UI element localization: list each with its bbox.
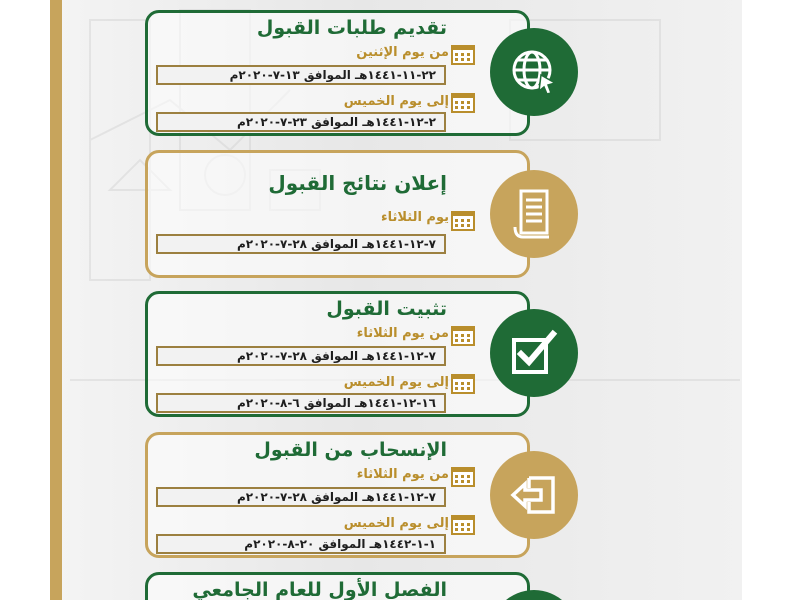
calendar-icon [451,324,475,346]
to-label: إلى يوم الخميس [343,94,449,109]
to-date: ١٦-١٢-١٤٤١هـ الموافق ٦-٨-٢٠٢٠م [156,393,446,413]
step-card-confirm-admission [145,291,530,417]
step-icon-circle [490,28,578,116]
document-icon [509,187,559,241]
to-date: ٢-١٢-١٤٤١هـ الموافق ٢٣-٧-٢٠٢٠م [156,112,446,132]
calendar-icon [451,372,475,394]
step-icon-circle [490,451,578,539]
to-date: ١-١-١٤٤٢هـ الموافق ٢٠-٨-٢٠٢٠م [156,534,446,554]
from-label: من يوم الثلاثاء [356,326,449,341]
calendar-icon [451,209,475,231]
calendar-icon [451,43,475,65]
announcement-date: ٧-١٢-١٤٤١هـ الموافق ٢٨-٧-٢٠٢٠م [156,234,446,254]
from-date: ٧-١٢-١٤٤١هـ الموافق ٢٨-٧-٢٠٢٠م [156,487,446,507]
globe-cursor-icon [507,45,561,99]
calendar-icon [451,91,475,113]
calendar-icon [451,513,475,535]
step-card-withdrawal [145,432,530,558]
day-label: يوم الثلاثاء [380,210,449,225]
to-label: إلى يوم الخميس [343,516,449,531]
exit-arrow-icon [507,470,561,520]
step-title: الإنسحاب من القبول [254,439,447,461]
checkbox-icon [509,328,559,378]
from-date: ٢٢-١١-١٤٤١هـ الموافق ١٣-٧-٢٠٢٠م [156,65,446,85]
gold-side-bar [50,0,62,600]
from-date: ٧-١٢-١٤٤١هـ الموافق ٢٨-٧-٢٠٢٠م [156,346,446,366]
step-title: تثبيت القبول [326,298,447,320]
to-label: إلى يوم الخميس [343,375,449,390]
from-label: من يوم الثلاثاء [356,467,449,482]
step-title: الفصل الأول للعام الجامعي [192,579,447,600]
step-card-results-announcement [145,150,530,278]
step-icon-circle [490,170,578,258]
calendar-icon [451,465,475,487]
step-icon-circle [490,309,578,397]
step-card-first-semester [145,572,530,600]
from-label: من يوم الإثنين [356,45,449,60]
step-title: تقديم طلبات القبول [256,17,447,39]
step-card-submit-applications [145,10,530,136]
step-title: إعلان نتائج القبول [268,171,447,195]
